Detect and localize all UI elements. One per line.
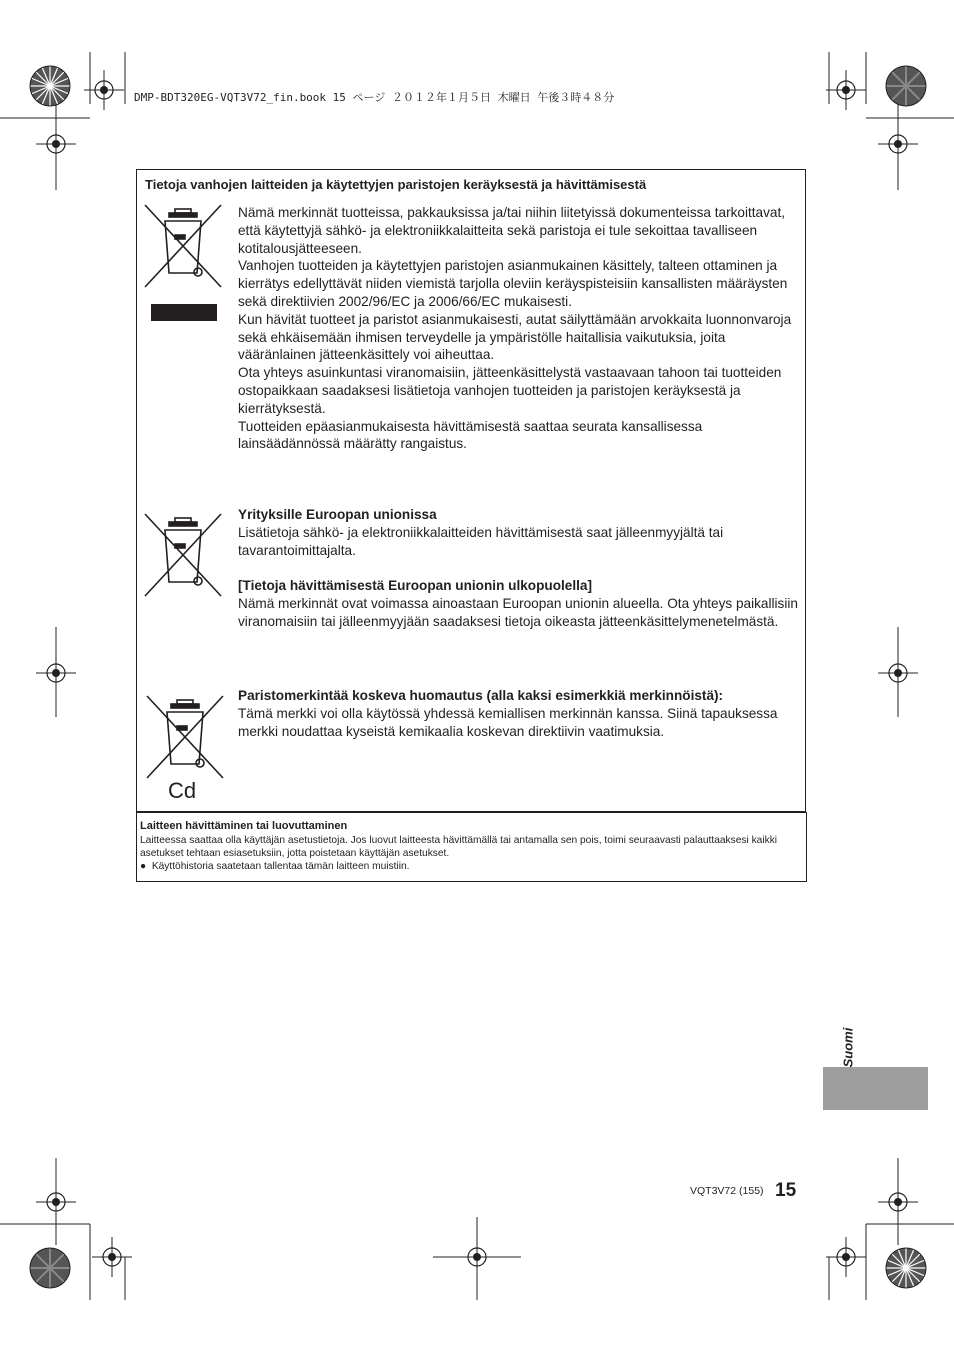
bullet-item [140, 860, 800, 873]
paragraph: Nämä merkinnät ovat voimassa ainoastaan Euroopan unionin alueella. Ota yhteys paikallisiin viranomaisiin tai jälleenmyyjään saadaksesi tietoja oikeasta jätteenkäsittelymenetelmästä. [238, 595, 798, 629]
paragraph: Nämä merkinnät tuotteissa, pakkauksissa ja/tai niihin liitetyissä dokumenteissa tarkoittavat, että käytettyjä sähkö- ja elektroniikkalaitteita sekä paristoja ei tule sekoittaa tavalliseen kotitalousjätteeseen. [238, 205, 786, 256]
print-header: DMP-BDT320EG-VQT3V72_fin.book 15 ページ ２０１２年１月５日 木曜日 午後３時４８分 [134, 91, 615, 104]
section-business-text [238, 506, 798, 631]
paragraph: Tämä merkki voi olla käytössä yhdessä kemiallisen merkinnän kanssa. Siinä tapauksessa merkki noudattaa kyseistä kemikaalia koskevan direktiivin vaatimuksia. [238, 705, 778, 739]
bullet-icon: ● [140, 861, 147, 872]
document-code: VQT3V72 (155) [690, 1185, 764, 1197]
paragraph: Lisätietoja sähkö- ja elektroniikkalaitteiden hävittämisestä saat jälleenmyyjältä tai tavarantoimittajalta. [238, 524, 724, 558]
spacer [238, 559, 798, 577]
crossed-out-wheeled-bin-icon [143, 694, 227, 780]
paragraph: Ota yhteys asuinkuntasi viranomaisiin, jätteenkäsittelystä vastaavaan tahoon tai tuotteiden ostopaikkaan saadaksesi lisätietoja vanhojen tuotteiden ja paristojen keräyksestä ja kierrätyksestä. [238, 365, 782, 416]
section-heading: Yrityksille Euroopan unionissa [238, 507, 437, 522]
paragraph: Tuotteiden epäasianmukaisesta hävittämisestä saattaa seurata kansallisessa lainsäädännössä määrätty rangaistus. [238, 418, 703, 452]
paragraph: Kun hävität tuotteet ja paristot asianmukaisesti, autat säilyttämään arvokkaita luonnonvaroja sekä ehkäisemään ihmisen terveydelle ja ympäristölle haitallisia vaikutuksia, joita vääränlainen jätteenkäsittely voi aiheuttaa. [238, 311, 792, 363]
crossed-out-wheeled-bin-icon [141, 512, 225, 598]
separate-collection-bar [151, 304, 217, 321]
paragraph: Vanhojen tuotteiden ja käytettyjen paristojen asianmukainen käsittely, talteen ottaminen ja kierrätys edellyttävät niiden viemistä tarjolla oleviin keräyspisteisiin kansallisten määräysten sekä direktiivien 2002/96/EC ja 2006/66/EC mukaisesti. [238, 258, 788, 309]
disposal-text [140, 834, 800, 873]
crossed-out-wheeled-bin-icon [141, 203, 225, 289]
section-battery-text [238, 687, 798, 740]
radial-target-icon [28, 1246, 72, 1290]
section-heading: [Tietoja hävittämisestä Euroopan unionin ulkopuolella] [238, 578, 592, 594]
page-number: 15 [775, 1180, 797, 1201]
section-collection-text [238, 204, 798, 453]
language-tab [823, 1067, 928, 1110]
bullet-text: Käyttöhistoria saatetaan tallentaa tämän laitteen muistiin. [151, 861, 410, 872]
section-heading: Paristomerkintää koskeva huomautus (alla kaksi esimerkkiä merkinnöistä): [238, 688, 724, 703]
radial-target-icon [28, 64, 72, 108]
radial-target-icon [884, 1246, 928, 1290]
info-box-title: Tietoja vanhojen laitteiden ja käytettyjen paristojen keräyksestä ja hävittämisestä [145, 177, 647, 192]
radial-target-icon [884, 64, 928, 108]
paragraph: Laitteessa saattaa olla käyttäjän asetustietoja. Jos luovut laitteesta hävittämällä tai antamalla sen pois, toimi seuraavasti palauttaaksesi kaikki asetukset tehtaan esiasetuksiin, jotta poistetaan käyttäjän asetukset. [140, 835, 778, 859]
language-label: Suomi [840, 1027, 856, 1068]
disposal-title: Laitteen hävittäminen tai luovuttaminen [140, 820, 348, 832]
chemical-symbol: Cd [168, 778, 197, 803]
